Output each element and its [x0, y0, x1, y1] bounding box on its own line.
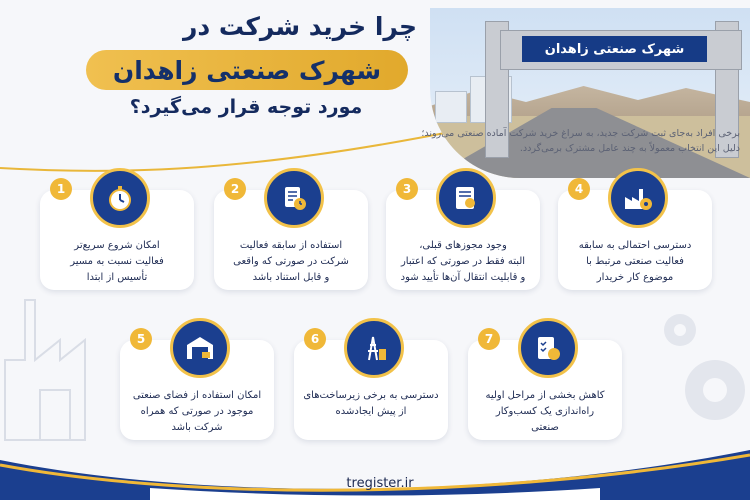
card-line: شرکت در صورتی که واقعی: [233, 256, 349, 267]
card-number: 2: [224, 178, 246, 200]
card-line: تأسیس از ابتدا: [86, 272, 148, 283]
checklist-clock-icon: [518, 318, 578, 378]
intro-line-1: برخی افراد به‌جای ثبت شرکت جدید، به سراغ خرید شرکت آماده صنعتی می‌روند؛: [421, 128, 740, 139]
card-line: موجود در صورتی که همراه: [140, 406, 254, 417]
card-line: و قابلیت انتقال آن‌ها تأیید شود: [400, 272, 526, 283]
document-clock-icon: [264, 168, 324, 228]
card-line: استفاده از سابقه فعالیت: [239, 240, 343, 251]
title-line-1: چرا خرید شرکت در: [182, 12, 417, 41]
card-1: [40, 182, 194, 290]
card-4: [558, 182, 712, 290]
card-line: و قابل استناد باشد: [252, 272, 330, 283]
power-tower-icon: [344, 318, 404, 378]
card-5: [120, 332, 274, 440]
warehouse-icon: [170, 318, 230, 378]
gear-outline-icon: [664, 314, 745, 420]
card-text: [128, 388, 266, 436]
card-6: [294, 332, 448, 440]
card-number: 7: [478, 328, 500, 350]
card-line: فعالیت نسبت به مسیر: [70, 256, 164, 267]
card-line: دسترسی به برخی زیرساخت‌های: [303, 390, 439, 401]
card-text: [476, 388, 614, 436]
title-line-3: مورد توجه قرار می‌گیرد؟: [129, 96, 363, 118]
card-number: 3: [396, 178, 418, 200]
card-text: [222, 238, 360, 286]
bottom-wave: [0, 440, 750, 500]
footer-url[interactable]: tregister.ir: [346, 476, 414, 491]
card-number: 5: [130, 328, 152, 350]
card-line: البته فقط در صورتی که اعتبار: [400, 256, 526, 267]
card-text: [48, 238, 186, 286]
intro-line-2: دلیل این انتخاب معمولاً به چند عامل مشترک برمی‌گردد.: [519, 143, 740, 154]
card-number: 4: [568, 178, 590, 200]
certificate-icon: [436, 168, 496, 228]
card-number: 6: [304, 328, 326, 350]
card-line: فعالیت صنعتی مرتبط با: [586, 256, 684, 267]
title-line-2: شهرک صنعتی زاهدان: [86, 50, 408, 90]
intro-text: [140, 126, 740, 156]
card-line: وجود مجوزهای قبلی،: [419, 240, 507, 251]
card-line: دسترسی احتمالی به سابقه: [578, 240, 692, 251]
card-line: امکان استفاده از فضای صنعتی: [132, 390, 262, 401]
card-7: [468, 332, 622, 440]
card-text: [394, 238, 532, 286]
card-3: [386, 182, 540, 290]
factory-outline-icon: [5, 300, 85, 440]
card-number: 1: [50, 178, 72, 200]
card-line: از پیش ایجادشده: [335, 406, 407, 417]
card-line: صنعتی: [531, 422, 559, 433]
factory-gear-icon: [608, 168, 668, 228]
card-2: [214, 182, 368, 290]
card-line: شرکت باشد: [171, 422, 223, 433]
card-text: [302, 388, 440, 420]
stopwatch-icon: [90, 168, 150, 228]
card-line: کاهش بخشی از مراحل اولیه: [485, 390, 605, 401]
card-line: راه‌اندازی یک کسب‌وکار: [495, 406, 595, 417]
card-line: امکان شروع سریع‌تر: [74, 240, 160, 251]
gate-sign: شهرک صنعتی زاهدان: [522, 36, 707, 62]
card-text: [566, 238, 704, 286]
card-line: موضوع کار خریدار: [596, 272, 674, 283]
